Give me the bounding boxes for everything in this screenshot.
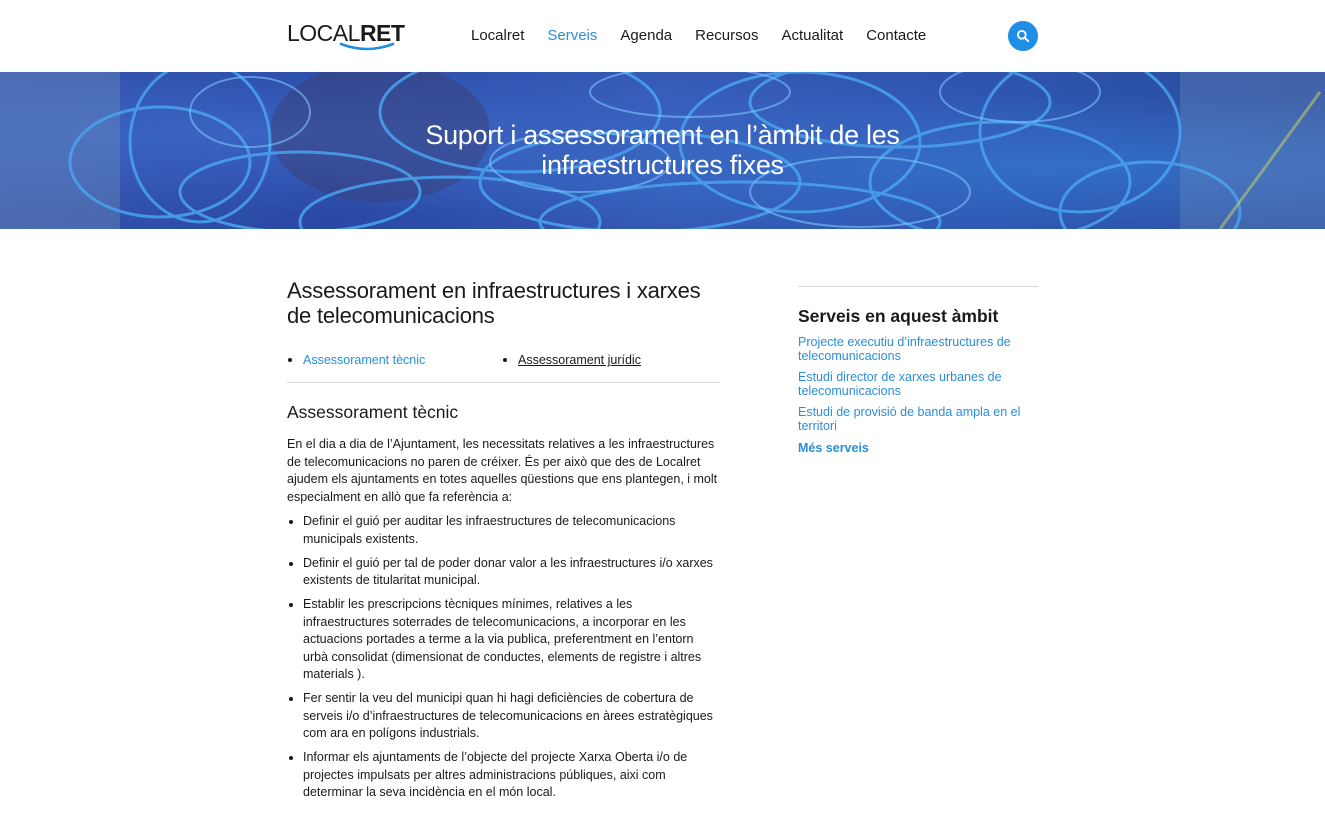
section-tabs — [287, 352, 719, 368]
sidebar-link-projecte-executiu[interactable]: Projecte executiu d’infraestructures de telecomunicacions — [798, 335, 1011, 363]
logo-text-local: LOCAL — [287, 20, 360, 46]
search-button[interactable] — [1008, 21, 1038, 51]
list-item: Fer sentir la veu del municipi quan hi hagi deficiències de cobertura de serveis i/o d’infraestructures de telecomunicacions en àrees estratègiques com ara en polígons industrials. — [287, 690, 719, 743]
sidebar-links — [798, 336, 1038, 455]
list-item: Definir el guió per auditar les infraestructures de telecomunicacions municipals existents. — [287, 513, 719, 548]
sidebar-divider — [798, 286, 1038, 287]
section-divider — [287, 382, 719, 383]
sidebar-link-banda-ampla[interactable]: Estudi de provisió de banda ampla en el territori — [798, 405, 1021, 433]
tab-assessorament-juridic[interactable]: Assessorament jurídic — [502, 352, 717, 368]
hero-banner — [0, 72, 1325, 229]
sidebar — [798, 286, 1038, 455]
nav-item-localret[interactable]: Localret — [471, 27, 525, 44]
nav-item-agenda[interactable]: Agenda — [620, 27, 673, 44]
page-title: Assessorament en infraestructures i xarxes de telecomunicacions — [287, 278, 701, 328]
list-item: Informar els ajuntaments de l’objecte del projecte Xarxa Oberta i/o de projectes impulsats per altres administracions públiques, aixi com determinar la seva incidència en el món local. — [287, 749, 719, 802]
search-icon — [1016, 29, 1030, 43]
logo-swoosh-icon — [339, 42, 395, 52]
list-item: Establir les prescripcions tècniques mínimes, relatives a les infraestructures soterrades de telecomunicacions, a incorporar en les actuacions portades a terme a la via publica, preferentment en l’entorn urbà consolidat (dimensionat de conductes, elements de registre i altres materials ). — [287, 596, 719, 684]
nav-item-recursos[interactable]: Recursos — [695, 27, 759, 44]
nav-item-actualitat[interactable]: Actualitat — [781, 27, 844, 44]
intro-paragraph: En el dia a dia de l’Ajuntament, les necessitats relatives a les infraestructures de telecomunicacions no paren de créixer. És per això que des de Localret ajudem els ajuntaments en totes aquelles qüestions que ens plantegen, i molt especialment en allò que fa referència a: — [287, 437, 718, 504]
more-services-link[interactable]: Més serveis — [798, 441, 869, 455]
hero-title-line2: infraestructures fixes — [541, 150, 784, 180]
hero-title — [0, 120, 1325, 180]
hero-title-line1: Suport i assessorament en l’àmbit de les — [425, 120, 900, 150]
main-content — [287, 278, 719, 808]
localret-logo[interactable] — [287, 20, 404, 52]
sidebar-link-estudi-director[interactable]: Estudi director de xarxes urbanes de telecomunicacions — [798, 370, 1002, 398]
main-nav — [471, 24, 949, 48]
nav-item-serveis[interactable]: Serveis — [547, 27, 598, 44]
sidebar-title: Serveis en aquest àmbit — [798, 306, 999, 326]
services-list — [287, 513, 719, 802]
list-item: Definir el guió per tal de poder donar valor a les infraestructures i/o xarxes existents de titularitat municipal. — [287, 555, 719, 590]
logo-text-ret: RET — [359, 20, 405, 46]
tab-assessorament-tecnic[interactable]: Assessorament tècnic — [287, 352, 502, 368]
section-title: Assessorament tècnic — [287, 402, 459, 422]
site-header — [0, 0, 1325, 72]
nav-item-contacte[interactable]: Contacte — [866, 27, 927, 44]
